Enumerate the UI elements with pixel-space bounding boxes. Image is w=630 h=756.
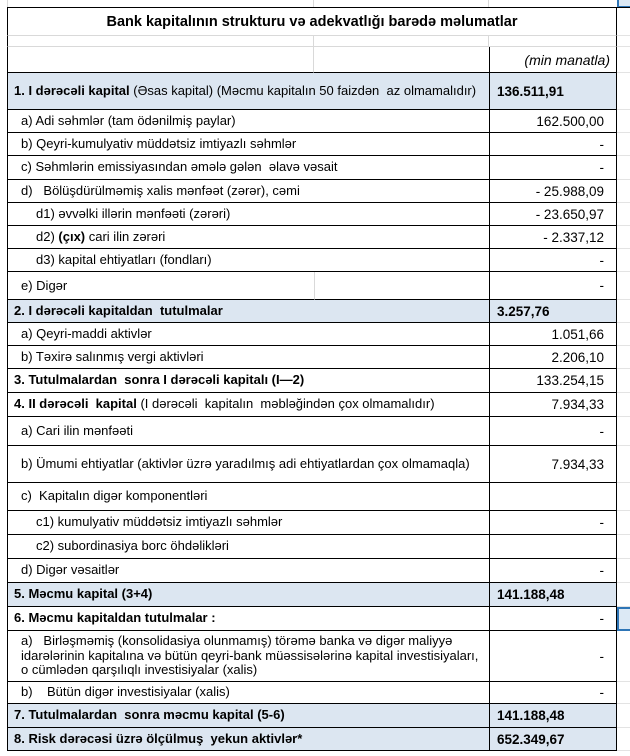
row-label[interactable]: 8. Risk dərəcəsi üzrə ölçülmuş yekun aktivlər* — [7, 728, 489, 751]
margin-cell — [617, 511, 630, 535]
row-value[interactable]: 162.500,00 — [489, 110, 617, 133]
grid-cell[interactable] — [7, 47, 314, 73]
table-row-4b — [7, 446, 630, 483]
table-body — [7, 73, 630, 751]
table-row-3 — [7, 369, 630, 393]
row-value[interactable]: 2.206,10 — [489, 346, 617, 369]
table-row-4c2 — [7, 535, 630, 559]
row-label[interactable]: c1) kumulyativ müddətsiz imtiyazlı səhmlər — [7, 511, 489, 535]
table-row-6a — [7, 631, 630, 682]
row-value[interactable]: - 23.650,97 — [489, 203, 617, 226]
top-gridline-strip — [7, 0, 630, 7]
margin-cell — [617, 47, 630, 73]
table-row-1c — [7, 156, 630, 180]
row-value[interactable]: 7.934,33 — [489, 393, 617, 417]
margin-cell — [617, 631, 630, 682]
margin-cell — [617, 249, 630, 272]
row-label[interactable]: d2) (çıx) cari ilin zərəri — [7, 226, 489, 249]
row-value[interactable]: - — [489, 156, 617, 180]
grid-cell[interactable] — [489, 36, 617, 47]
table-row-4 — [7, 393, 630, 417]
row-value[interactable]: - — [489, 631, 617, 682]
margin-cell — [617, 180, 630, 203]
row-label[interactable]: b) Qeyri-kumulyativ müddətsiz imtiyazlı səhmlər — [7, 133, 489, 156]
table-row-4c1 — [7, 511, 630, 535]
grid-cell — [489, 0, 617, 7]
margin-cell — [617, 156, 630, 180]
row-value[interactable]: - — [489, 559, 617, 583]
row-label[interactable]: 2. I dərəcəli kapitaldan tutulmalar — [7, 300, 489, 323]
row-value[interactable]: 141.188,48 — [489, 704, 617, 728]
row-label[interactable]: b) Ümumi ehtiyatlar (aktivlər üzrə yaradılmış adi ehtiyatlardan çox olmamaqla) — [7, 446, 489, 483]
table-row-1d1 — [7, 203, 630, 226]
row-label[interactable]: 3. Tutulmalardan sonra I dərəcəli kapitalı (I—2) — [7, 369, 489, 393]
margin-cell — [617, 346, 630, 369]
margin-cell — [617, 417, 630, 446]
selection-remnant-cell[interactable] — [617, 0, 630, 7]
row-value[interactable]: 1.051,66 — [489, 323, 617, 346]
row-value[interactable]: 141.188,48 — [489, 583, 617, 607]
table-row-6b — [7, 682, 630, 704]
table-row-7 — [7, 704, 630, 728]
table-row-1d2 — [7, 226, 630, 249]
row-value[interactable]: 3.257,76 — [489, 300, 617, 323]
row-value[interactable]: - 25.988,09 — [489, 180, 617, 203]
table-row-1a — [7, 110, 630, 133]
capital-structure-table — [7, 0, 630, 756]
page-title[interactable]: Bank kapitalının strukturu və adekvatlığı barədə məlumatlar — [7, 8, 617, 36]
row-value[interactable]: 133.254,15 — [489, 369, 617, 393]
unit-note-cell[interactable]: (min manatla) — [489, 47, 617, 73]
margin-cell — [617, 369, 630, 393]
margin-cell — [617, 226, 630, 249]
row-value[interactable]: - — [489, 607, 617, 631]
title-row — [7, 7, 630, 36]
margin-cell — [617, 323, 630, 346]
empty-row — [7, 36, 630, 47]
table-row-4a — [7, 417, 630, 446]
grid-cell[interactable] — [314, 47, 489, 73]
grid-cell[interactable] — [314, 36, 489, 47]
row-value[interactable]: 7.934,33 — [489, 446, 617, 483]
row-label[interactable]: 5. Məcmu kapital (3+4) — [7, 583, 489, 607]
row-label[interactable]: a) Birləşməmiş (konsolidasiya olunmamış) törəmə banka və digər maliyyə idarələrinin kapitalına və bütün qeyri-bank müəssisələrinə kapital investisiyaları, o cümlədən qarşılıqlı investisiyalar (xalis) — [7, 631, 489, 682]
table-row-1b — [7, 133, 630, 156]
row-label[interactable]: 7. Tutulmalardan sonra məcmu kapital (5-6) — [7, 704, 489, 728]
margin-cell — [617, 483, 630, 511]
margin-cell — [617, 446, 630, 483]
margin-cell — [617, 559, 630, 583]
margin-cell — [617, 133, 630, 156]
table-row-1 — [7, 73, 630, 110]
row-label[interactable]: b) Bütün digər investisiyalar (xalis) — [7, 682, 489, 704]
table-row-1d3 — [7, 249, 630, 272]
margin-cell — [617, 704, 630, 728]
margin-cell — [617, 300, 630, 323]
row-label[interactable]: b) Təxirə salınmış vergi aktivləri — [7, 346, 489, 369]
row-label[interactable]: c2) subordinasiya borc öhdəlikləri — [7, 535, 489, 559]
margin-cell — [617, 36, 630, 47]
grid-cell[interactable] — [7, 36, 314, 47]
margin-cell — [617, 535, 630, 559]
table-row-2a — [7, 323, 630, 346]
margin-cell — [617, 8, 630, 36]
margin-cell — [617, 393, 630, 417]
table-row-6 — [7, 607, 630, 631]
margin-cell — [617, 583, 630, 607]
margin-cell — [617, 203, 630, 226]
row-value[interactable]: - — [489, 133, 617, 156]
row-label[interactable]: c) Səhmlərin emissiyasından əmələ gələn əlavə vəsait — [7, 156, 489, 180]
table-row-1d — [7, 180, 630, 203]
margin-cell — [617, 272, 630, 300]
table-row-4d — [7, 559, 630, 583]
row-value[interactable]: - — [489, 511, 617, 535]
margin-cell — [617, 728, 630, 751]
row-value[interactable]: - — [489, 417, 617, 446]
row-label[interactable]: d) Bölüşdürülməmiş xalis mənfəət (zərər), cəmi — [7, 180, 489, 203]
row-label[interactable]: 4. II dərəcəli kapital (I dərəcəli kapitalın məbləğindən çox olmamalıdır) — [7, 393, 489, 417]
row-value[interactable]: 136.511,91 — [489, 73, 617, 110]
table-row-8 — [7, 728, 630, 751]
row-label[interactable]: c) Kapitalın digər komponentləri — [7, 483, 489, 511]
grid-cell[interactable] — [314, 272, 489, 300]
grid-cell — [7, 0, 314, 7]
table-row-4c — [7, 483, 630, 511]
row-label[interactable]: e) Digər — [7, 272, 314, 300]
bottom-strip — [7, 751, 630, 756]
margin-cell — [617, 73, 630, 110]
row-label[interactable]: d) Digər vəsaitlər — [7, 559, 489, 583]
row-label[interactable]: d3) kapital ehtiyatları (fondları) — [7, 249, 489, 272]
row-value[interactable]: - — [489, 682, 617, 704]
row-label[interactable]: a) Cari ilin mənfəəti — [7, 417, 489, 446]
table-row-2b — [7, 346, 630, 369]
row-label[interactable]: 1. I dərəcəli kapital (Əsas kapital) (Məcmu kapitalın 50 faizdən az olmamalıdır) — [7, 73, 489, 110]
row-label[interactable]: a) Adi səhmlər (tam ödənilmiş paylar) — [7, 110, 489, 133]
table-row-1e — [7, 272, 630, 300]
row-label[interactable]: a) Qeyri-maddi aktivlər — [7, 323, 489, 346]
unit-note-row — [7, 47, 630, 73]
grid-cell — [314, 0, 489, 7]
selected-cell[interactable] — [617, 607, 630, 631]
row-value[interactable]: 652.349,67 — [489, 728, 617, 751]
row-value[interactable]: - 2.337,12 — [489, 226, 617, 249]
row-value[interactable]: - — [489, 249, 617, 272]
row-value[interactable]: - — [489, 272, 617, 300]
table-row-5 — [7, 583, 630, 607]
row-label[interactable]: d1) əvvəlki illərin mənfəəti (zərəri) — [7, 203, 489, 226]
row-value[interactable] — [489, 535, 617, 559]
margin-cell — [617, 682, 630, 704]
row-value[interactable] — [489, 483, 617, 511]
row-label[interactable]: 6. Məcmu kapitaldan tutulmalar : — [7, 607, 489, 631]
margin-cell — [617, 110, 630, 133]
table-row-2 — [7, 300, 630, 323]
